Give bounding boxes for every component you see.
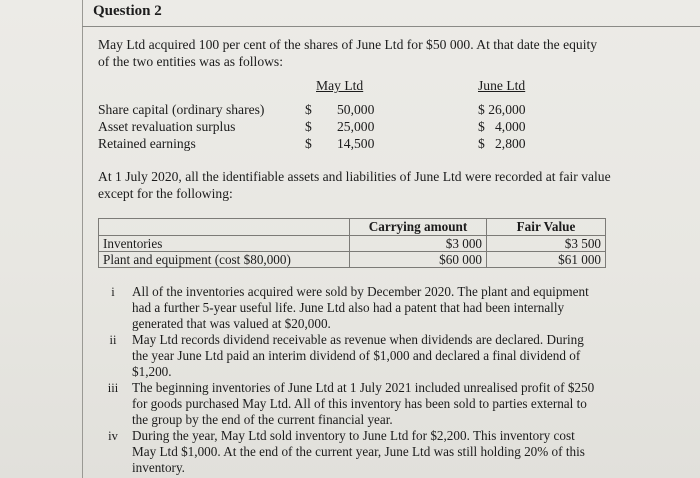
question-title: Question 2 [93, 3, 162, 19]
list-item-number: ii [109, 333, 117, 347]
equity-may-value: 25,000 [337, 119, 375, 134]
equity-june-value: $ 26,000 [478, 102, 526, 117]
fair-value-table [98, 218, 606, 268]
list-item-text: May Ltd records dividend receivable as revenue when dividends are declared. During the year June Ltd paid an interim dividend of $1,000 and declared a final dividend of $1,200. [132, 332, 584, 379]
table-cell-fair-value: $3 500 [487, 236, 606, 252]
equity-may-symbol: $ [305, 119, 312, 134]
equity-header-june: June Ltd [478, 78, 526, 93]
equity-may-value: 50,000 [337, 102, 375, 117]
equity-row-label: Asset revaluation surplus [98, 119, 236, 134]
table-row [99, 252, 606, 268]
table-header-fair-value: Fair Value [487, 219, 606, 236]
table-cell-fair-value: $61 000 [487, 252, 606, 268]
equity-june-value: $ 4,000 [478, 119, 526, 134]
equity-header-may: May Ltd [316, 78, 364, 93]
list-item-number: i [111, 285, 115, 299]
table-header-carrying: Carrying amount [350, 219, 487, 236]
table-cell-carrying: $60 000 [350, 252, 487, 268]
table-cell-label: Plant and equipment (cost $80,000) [99, 252, 350, 268]
numbered-list [100, 284, 600, 476]
table-row [99, 236, 606, 252]
equity-june-value: $ 2,800 [478, 136, 526, 151]
list-item-text: The beginning inventories of June Ltd at 1 July 2021 included unrealised profit of $250 for goods purchased May Ltd. All of this inventory has been sold to parties external to the group by the end of the current financial year. [132, 380, 595, 427]
list-item [100, 284, 600, 332]
list-item [100, 380, 600, 428]
table-header-cell [99, 219, 350, 236]
intro-paragraph: May Ltd acquired 100 per cent of the shares of June Ltd for $50 000. At that date the equity of the two entities was as follows: [98, 37, 598, 69]
table-header-row [99, 219, 606, 236]
fair-value-intro: At 1 July 2020, all the identifiable assets and liabilities of June Ltd were recorded at fair value except for the following: [98, 169, 611, 201]
list-item [100, 332, 600, 380]
equity-may-symbol: $ [305, 102, 312, 117]
equity-may-value: 14,500 [337, 136, 375, 151]
table-cell-label: Inventories [99, 236, 350, 252]
equity-row-label: Share capital (ordinary shares) [98, 102, 265, 117]
margin-line [82, 0, 83, 478]
table-cell-carrying: $3 000 [350, 236, 487, 252]
equity-may-symbol: $ [305, 136, 312, 151]
list-item-text: During the year, May Ltd sold inventory to June Ltd for $2,200. This inventory cost May Ltd $1,000. At the end of the current year, June Ltd was still holding 20% of this inventory. [132, 428, 585, 475]
list-item-text: All of the inventories acquired were sold by December 2020. The plant and equipment had a further 5-year useful life. June Ltd also had a patent that had been internally generated that was valued at $20,000. [132, 284, 589, 331]
list-item-number: iv [108, 429, 118, 443]
list-item [100, 428, 600, 476]
list-item-number: iii [107, 381, 119, 395]
equity-row-label: Retained earnings [98, 136, 196, 151]
header-divider [82, 26, 700, 27]
